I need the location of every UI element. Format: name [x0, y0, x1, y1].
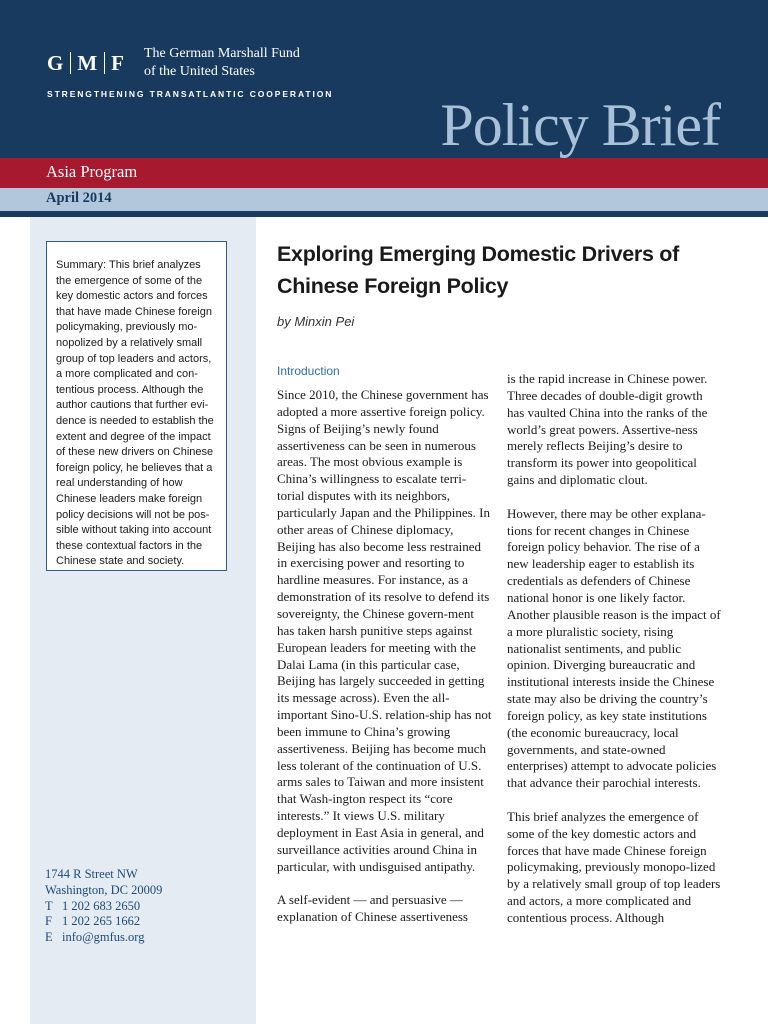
- paragraph: is the rapid increase in Chinese power. Three decades of double-digit growth has vaulted China into the ranks of the world’s great powers. Assertive-ness merely reflects Beijing’s desire to transform its power into geopolitical gains and diplomatic clout.: [507, 371, 708, 488]
- gmf-logo: [47, 51, 125, 76]
- address-fax: [45, 914, 162, 930]
- masthead: [0, 0, 768, 158]
- organization-name: [144, 45, 300, 81]
- date-band: [0, 188, 768, 211]
- tagline: STRENGTHENING TRANSATLANTIC COOPERATION: [47, 89, 334, 99]
- paragraph: A self-evident — and persuasive — explanation of Chinese assertiveness: [277, 892, 468, 925]
- contact-address: [45, 867, 162, 946]
- program-name: Asia Program: [46, 162, 138, 181]
- program-band: [0, 158, 768, 188]
- org-name-line1: The German Marshall Fund: [144, 46, 300, 61]
- article-title: Exploring Emerging Domestic Drivers of Chinese Foreign Policy: [277, 242, 679, 298]
- logo-letter-f: F: [111, 51, 125, 75]
- sidebar: [30, 217, 256, 1024]
- logo-letter-g: G: [47, 51, 65, 75]
- paragraph: Since 2010, the Chinese government has adopted a more assertive foreign policy. Signs of Beijing’s newly found assertiveness can be seen in numerous areas. The most obvious example is China’s willingness to escalate terri-torial disputes with its neighbors, particularly Japan and the Philippines. In other areas of Chinese diplomacy, Beijing has also become less restrained in exercising power and resorting to hardline measures. For instance, as a demonstration of its resolve to defend its sovereignty, the Chinese govern-ment has taken harsh punitive steps against European leaders for meeting with the Dalai Lama (in this particular case, Beijing has largely succeeded in getting its message across). Even the all-important Sino-U.S. relation-ship has not been immune to China’s growing assertiveness. Beijing has become much less tolerant of the continuation of U.S. arms sales to Taiwan and more insistent that Wash-ington respect its “core interests.” It views U.S. military deployment in East Asia in general, and surveillance activities around China in particular, with undisguised antipathy.: [277, 387, 492, 874]
- address-street: 1744 R Street NW: [45, 867, 138, 881]
- phone-label: T: [45, 898, 53, 913]
- paragraph: However, there may be other explana-tions for recent changes in Chinese foreign policy behavior. The rise of a new leadership eager to establish its credentials as defenders of Chinese national honor is one likely factor. Another plausible reason is the impact of a more pluralistic society, rising nationalist sentiments, and public opinion. Diverging bureaucratic and institutional interests inside the Chinese state may also be driving the country’s foreign policy, as key state institutions (the economic bureaucracy, local governments, and state-owned enterprises) attempt to advocate policies that advance their parochial interests.: [507, 505, 721, 791]
- paragraph: This brief analyzes the emergence of some of the key domestic actors and forces that have made Chinese foreign policymaking, previously monopo-lized by a relatively small group of top leaders and actors, a more complicated and contentious process. Although: [507, 808, 721, 925]
- summary-box: Summary: This brief analyzes the emergence of some of the key domestic actors and forces that have made Chinese foreign policymaking, previously mo-nopolized by a relatively small group of top leaders and actors, a more complicated and con-tentious process. Although the author cautions that further evi-dence is needed to establish the extent and degree of the impact of these new drivers on Chinese foreign policy, he believes that a real understanding of how Chinese leaders make foreign policy decisions will not be pos-sible without taking into account these contextual factors in the Chinese state and society.: [46, 241, 227, 571]
- author-byline: by Minxin Pei: [277, 314, 355, 329]
- address-phone: [45, 899, 162, 915]
- address-city: Washington, DC 20009: [45, 882, 163, 897]
- address-email: [45, 930, 162, 946]
- fax-number: 1 202 265 1662: [62, 914, 141, 929]
- body-column-1: [277, 387, 493, 943]
- section-heading: Introduction: [277, 364, 340, 378]
- publication-date: April 2014: [46, 190, 112, 206]
- phone-number: 1 202 683 2650: [62, 898, 141, 913]
- fax-label: F: [45, 914, 52, 929]
- logo-letter-m: M: [77, 51, 99, 75]
- publication-title: Policy Brief: [440, 92, 720, 158]
- body-column-2: [507, 371, 723, 944]
- org-name-line2: of the United States: [144, 64, 255, 79]
- email-link[interactable]: info@gmfus.org: [62, 930, 145, 945]
- email-label: E: [45, 930, 53, 945]
